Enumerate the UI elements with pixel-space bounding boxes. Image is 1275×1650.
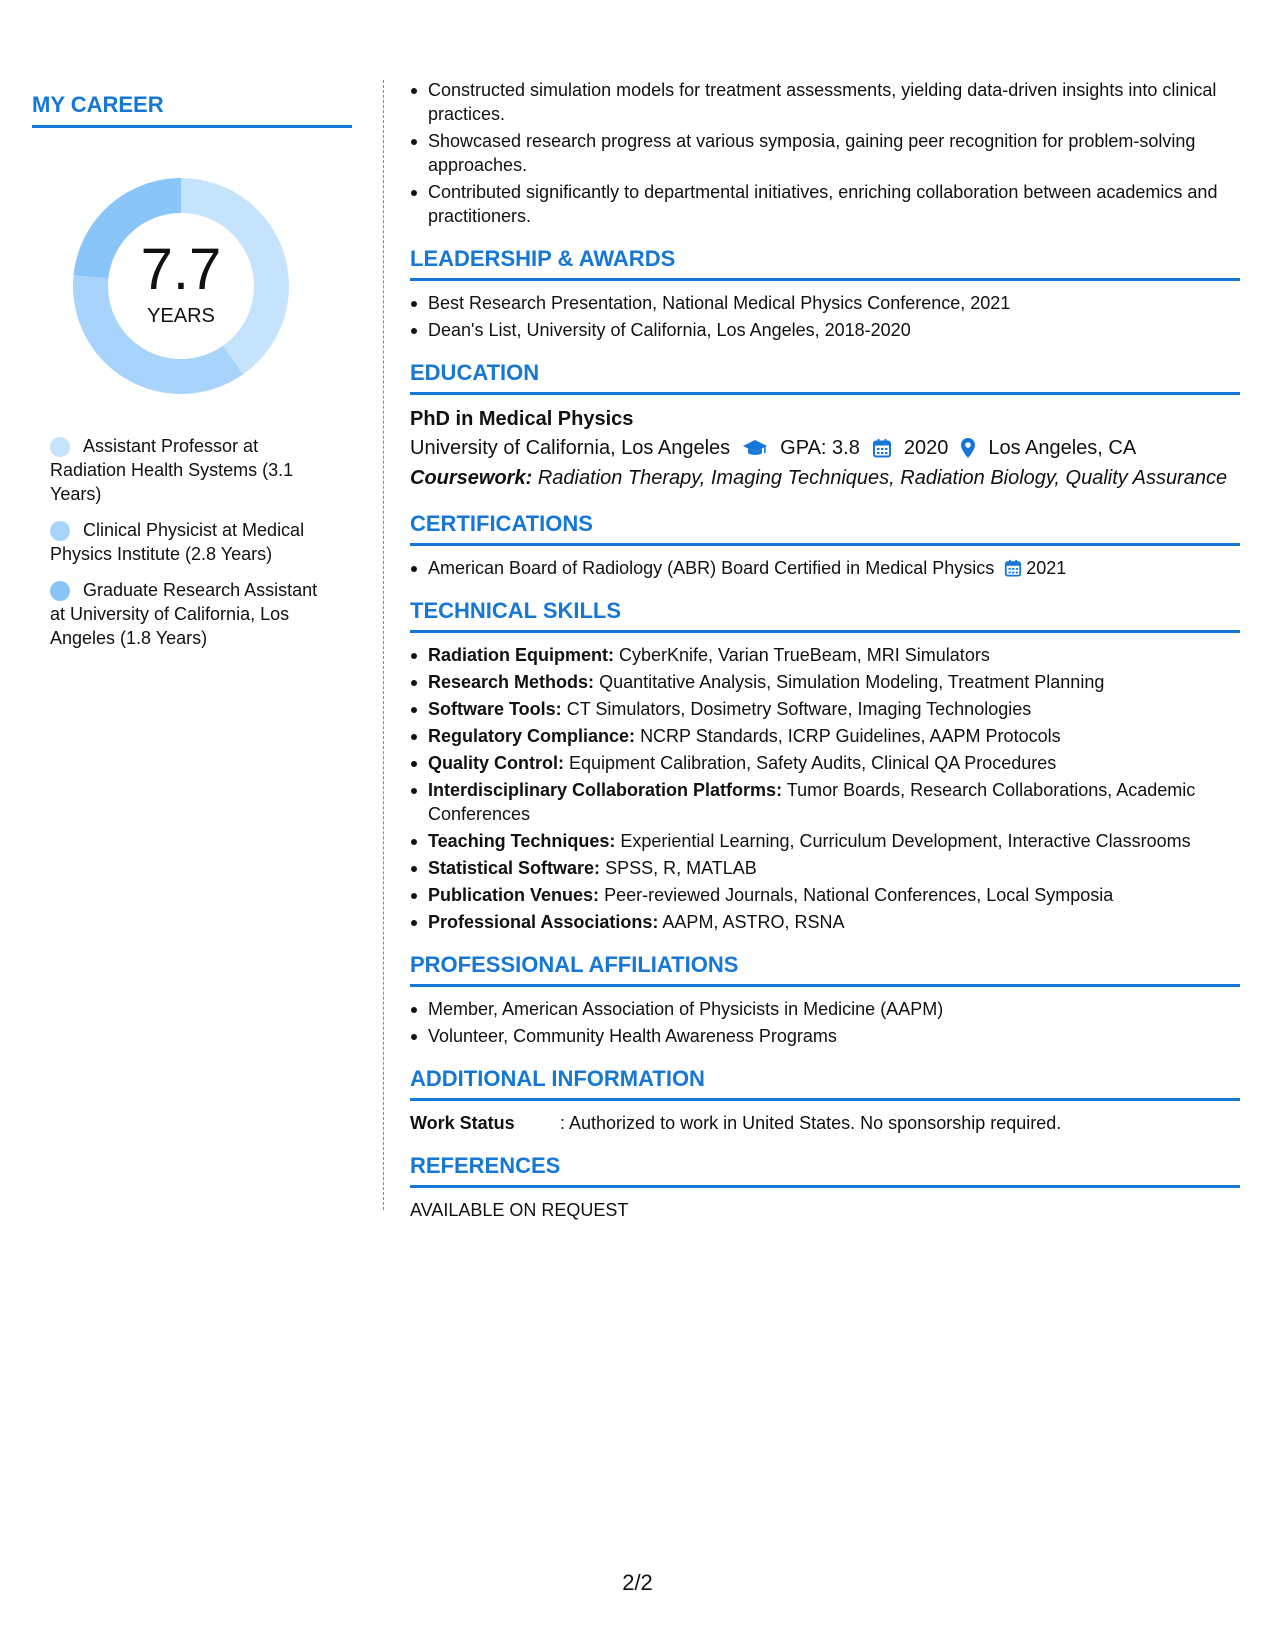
skill-values: Experiential Learning, Curriculum Development, Interactive Classrooms [620,831,1191,851]
certification-name: American Board of Radiology (ABR) Board Certified in Medical Physics [428,558,995,578]
skill-values: SPSS, R, MATLAB [605,858,757,878]
section-rule [410,1185,1240,1188]
education-section [410,360,1240,493]
work-status-value: : Authorized to work in United States. No sponsorship required. [560,1113,1062,1133]
section-title: ADDITIONAL INFORMATION [410,1066,705,1091]
skill-category: Professional Associations: [428,912,659,932]
additional-section [410,1066,1240,1135]
total-years: 7.7 [140,237,222,302]
list-item: Member, American Association of Physicists in Medicine (AAPM) [428,997,1240,1021]
skill-values: NCRP Standards, ICRP Guidelines, AAPM Protocols [640,726,1061,746]
career-legend [50,434,330,650]
calendar-icon [872,438,892,458]
skill-item [428,883,1240,907]
skill-category: Radiation Equipment: [428,645,614,665]
career-title: MY CAREER [32,92,164,117]
certifications-list [410,556,1240,580]
skill-values: Tumor Boards, Research Collaborations, Academic Conferences [428,780,1196,824]
legend-item [50,518,330,566]
legend-label: Clinical Physicist at Medical Physics Institute (2.8 Years) [50,520,305,564]
education-details [410,433,1240,463]
graduation-cap-icon [742,438,768,458]
affiliations-section [410,952,1240,1048]
list-item: Best Research Presentation, National Medical Physics Conference, 2021 [428,291,1240,315]
section-rule [410,984,1240,987]
list-item: Contributed significantly to departmental initiatives, enriching collaboration between academics and practitioners. [428,180,1240,228]
main-content [410,78,1240,1222]
certifications-section [410,511,1240,580]
skills-list [410,643,1240,934]
experience-bullets [410,78,1240,228]
skill-values: Peer-reviewed Journals, National Conferences, Local Symposia [604,885,1114,905]
section-rule [410,278,1240,281]
list-item: Constructed simulation models for treatment assessments, yielding data-driven insights into clinical practices. [428,78,1240,126]
section-title: LEADERSHIP & AWARDS [410,246,676,271]
leadership-list [410,291,1240,342]
work-status-label: Work Status [410,1113,515,1133]
career-sidebar [32,92,352,662]
coursework-label: Coursework: [410,467,533,489]
page-number: 2/2 [622,1570,653,1595]
legend-dot-1 [50,437,70,457]
skill-category: Publication Venues: [428,885,600,905]
list-item: Dean's List, University of California, Los Angeles, 2018-2020 [428,318,1240,342]
career-donut-chart [67,172,295,400]
section-title: TECHNICAL SKILLS [410,598,622,623]
legend-dot-3 [50,581,70,601]
section-rule [410,1098,1240,1101]
skill-values: Quantitative Analysis, Simulation Modeling, Treatment Planning [599,672,1105,692]
list-item [428,556,1240,580]
section-rule [410,392,1240,395]
column-divider [383,80,384,1210]
skill-item [428,751,1240,775]
skill-category: Software Tools: [428,699,562,719]
list-item: Showcased research progress at various symposia, gaining peer recognition for problem-solving approaches. [428,129,1240,177]
calendar-icon [1004,559,1022,577]
section-title: CERTIFICATIONS [410,511,593,536]
certification-year: 2021 [1026,558,1067,578]
legend-label: Graduate Research Assistant at University of California, Los Angeles (1.8 Years) [50,580,318,648]
graduation-year: 2020 [903,437,949,459]
section-title: PROFESSIONAL AFFILIATIONS [410,952,739,977]
legend-item [50,434,330,506]
skill-category: Teaching Techniques: [428,831,616,851]
section-title: EDUCATION [410,360,540,385]
career-title-rule [32,125,352,128]
skill-category: Statistical Software: [428,858,601,878]
section-title: REFERENCES [410,1153,561,1178]
skill-item [428,778,1240,826]
skill-item [428,856,1240,880]
skill-item [428,643,1240,667]
skill-values: CT Simulators, Dosimetry Software, Imaging Technologies [566,699,1032,719]
skill-item [428,697,1240,721]
location-pin-icon [960,437,976,459]
skill-category: Regulatory Compliance: [428,726,636,746]
skill-category: Research Methods: [428,672,595,692]
skill-values: AAPM, ASTRO, RSNA [662,912,845,932]
skill-values: CyberKnife, Varian TrueBeam, MRI Simulators [619,645,990,665]
skill-item [428,829,1240,853]
references-text: AVAILABLE ON REQUEST [410,1200,629,1220]
school-name: University of California, Los Angeles [410,437,731,459]
skill-category: Quality Control: [428,753,564,773]
skill-category: Interdisciplinary Collaboration Platforms: [428,780,783,800]
education-location: Los Angeles, CA [988,437,1137,459]
references-section [410,1153,1240,1222]
skill-item [428,910,1240,934]
coursework-value: Radiation Therapy, Imaging Techniques, Radiation Biology, Quality Assurance [537,467,1228,489]
skills-section [410,598,1240,934]
coursework [410,463,1240,493]
list-item: Volunteer, Community Health Awareness Programs [428,1024,1240,1048]
legend-item [50,578,330,650]
work-status-row [410,1111,1240,1135]
total-years-unit: YEARS [147,305,215,327]
section-rule [410,543,1240,546]
section-rule [410,630,1240,633]
legend-label: Assistant Professor at Radiation Health Systems (3.1 Years) [50,436,294,504]
degree-name: PhD in Medical Physics [410,408,634,430]
skill-item [428,670,1240,694]
gpa: GPA: 3.8 [780,437,860,459]
affiliations-list [410,997,1240,1048]
skill-values: Equipment Calibration, Safety Audits, Clinical QA Procedures [569,753,1057,773]
legend-dot-2 [50,521,70,541]
skill-item [428,724,1240,748]
leadership-section [410,246,1240,342]
donut-center [67,172,295,400]
